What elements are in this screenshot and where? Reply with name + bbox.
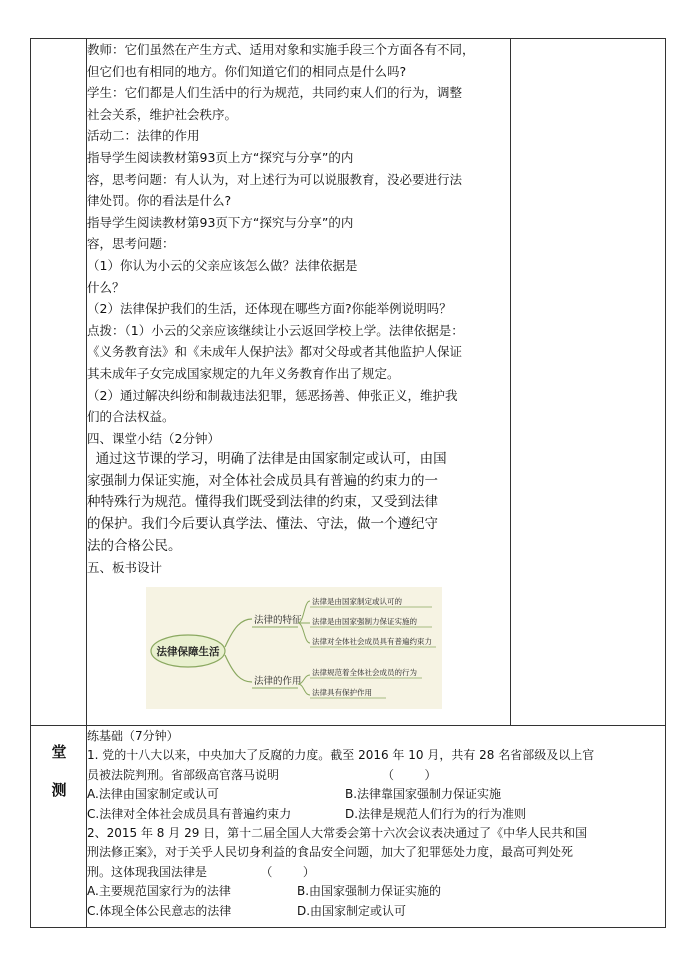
option-d: D.法律是规范人们行为的行为准则 — [345, 806, 527, 821]
option-b: B.由国家强制力保证实施的 — [297, 884, 442, 899]
test-heading: 练基础（7分钟） — [87, 729, 179, 743]
text-line: 什么？ — [87, 279, 125, 295]
option-a: A.法律由国家制定或认可 — [87, 787, 219, 802]
text-line: 学生：它们都是人们生活中的行为规范，共同约束人们的行为，调整 — [87, 85, 463, 101]
summary-line: 法的合格公民。 — [87, 537, 182, 554]
question-1-line: 员被法院判刑。省部级高官落马说明 （ ） — [87, 767, 437, 782]
option-d: D.由国家制定或认可 — [297, 903, 407, 918]
text-line: 教师：它们虽然在产生方式、适用对象和实施手段三个方面各有不同， — [87, 42, 475, 57]
text-line: 社会关系，维护社会秩序。 — [87, 106, 238, 122]
summary-line: 种特殊行为规范。懂得我们既受到法律的约束，又受到法律 — [87, 494, 438, 511]
question-1-line: 1. 党的十八大以来，中央加大了反腐的力度。截至 2016 年 10 月，共有 28 名省部级及以上官 — [87, 748, 595, 763]
summary-line: 的保护。我们今后要认真学法、懂法、守法，做一个遵纪守 — [87, 516, 438, 533]
section-heading: 五、板书设计 — [87, 560, 163, 576]
board-design-diagram — [146, 587, 442, 709]
lesson-process-cell — [87, 39, 511, 579]
option-c: C.法律对全体社会成员具有普遍约束力 — [87, 806, 292, 821]
text-line: （1）你认为小云的父亲应该怎么做？法律依据是 — [87, 257, 358, 273]
text-line: 律处罚。你的看法是什么? — [87, 193, 232, 209]
text-line: 《义务教育法》和《未成年人保护法》都对父母或者其他监护人保证 — [87, 344, 463, 360]
center-label: 法律保障生活 — [156, 646, 220, 658]
leaf-item: 法律具有保护作用 — [312, 688, 372, 697]
branch-label-functions: 法律的作用 — [254, 676, 302, 687]
question-1-options-row — [87, 785, 665, 804]
connector-lower — [225, 655, 252, 682]
lesson-table — [30, 38, 666, 928]
leaf-item: 法律是由国家强制力保证实施的 — [312, 617, 417, 626]
leaf-item: 法律对全体社会成员具有普遍约束力 — [312, 637, 432, 646]
text-line: 指导学生阅读教材第93页上方“探究与分享”的内 — [87, 149, 354, 165]
row-divider — [31, 725, 665, 726]
question-2-options-row — [87, 902, 665, 921]
text-line: 活动二：法律的作用 — [87, 128, 200, 144]
text-line: 容，思考问题： — [87, 236, 175, 252]
text-line: 们的合法权益。 — [87, 409, 175, 425]
side-label-tang: 堂 — [51, 743, 67, 761]
text-line: （2）通过解决纠纷和制裁违法犯罪，惩恶扬善、伸张正义，维护我 — [87, 387, 458, 403]
leaf-item: 法律是由国家制定或认可的 — [312, 597, 402, 606]
text-line: 但它们也有相同的地方。你们知道它们的相同点是什么吗? — [87, 63, 407, 79]
branch-label-features: 法律的特征 — [254, 615, 302, 626]
question-1-options-row — [87, 805, 665, 824]
classroom-test-cell — [87, 727, 665, 921]
text-line: 点拨：（1）小云的父亲应该继续让小云返回学校上学。法律依据是： — [87, 322, 464, 338]
side-label-ce: 测 — [51, 781, 67, 799]
option-b: B.法律靠国家强制力保证实施 — [345, 787, 502, 802]
question-2-options-row — [87, 882, 665, 901]
text-line: 指导学生阅读教材第93页下方“探究与分享”的内 — [87, 214, 354, 230]
text-line: （2）法律保护我们的生活，还体现在哪些方面?你能举例说明吗？ — [87, 301, 452, 317]
option-c: C.体现全体公民意志的法律 — [87, 903, 232, 918]
summary-line: 家强制力保证实施，对全体社会成员具有普遍的约束力的一 — [87, 472, 438, 489]
question-2-line: 刑法修正案》，对于关乎人民切身利益的食品安全问题，加大了犯罪惩处力度，最高可判处死 — [87, 845, 574, 860]
summary-line: 通过这节课的学习，明确了法律是由国家制定或认可，由国 — [87, 451, 447, 468]
text-line: 容，思考问题：有人认为，对上述行为可以说服教育，没必要进行法 — [87, 171, 463, 187]
brace-upper — [298, 601, 310, 643]
question-2-line: 2、2015 年 8 月 29 日，第十二届全国人大常委会第十六次会议表决通过了《中华人民共和国 — [87, 826, 588, 841]
connector-upper — [225, 619, 252, 647]
option-a: A.主要规范国家行为的法律 — [87, 884, 231, 899]
leaf-item: 法律规范着全体社会成员的行为 — [312, 668, 417, 677]
section-heading: 四、课堂小结（2分钟） — [87, 430, 220, 446]
text-line: 其未成年子女完成国家规定的九年义务教育作出了规定。 — [87, 365, 400, 381]
question-2-line: 刑。这体现我国法律是 （ ） — [87, 864, 315, 879]
